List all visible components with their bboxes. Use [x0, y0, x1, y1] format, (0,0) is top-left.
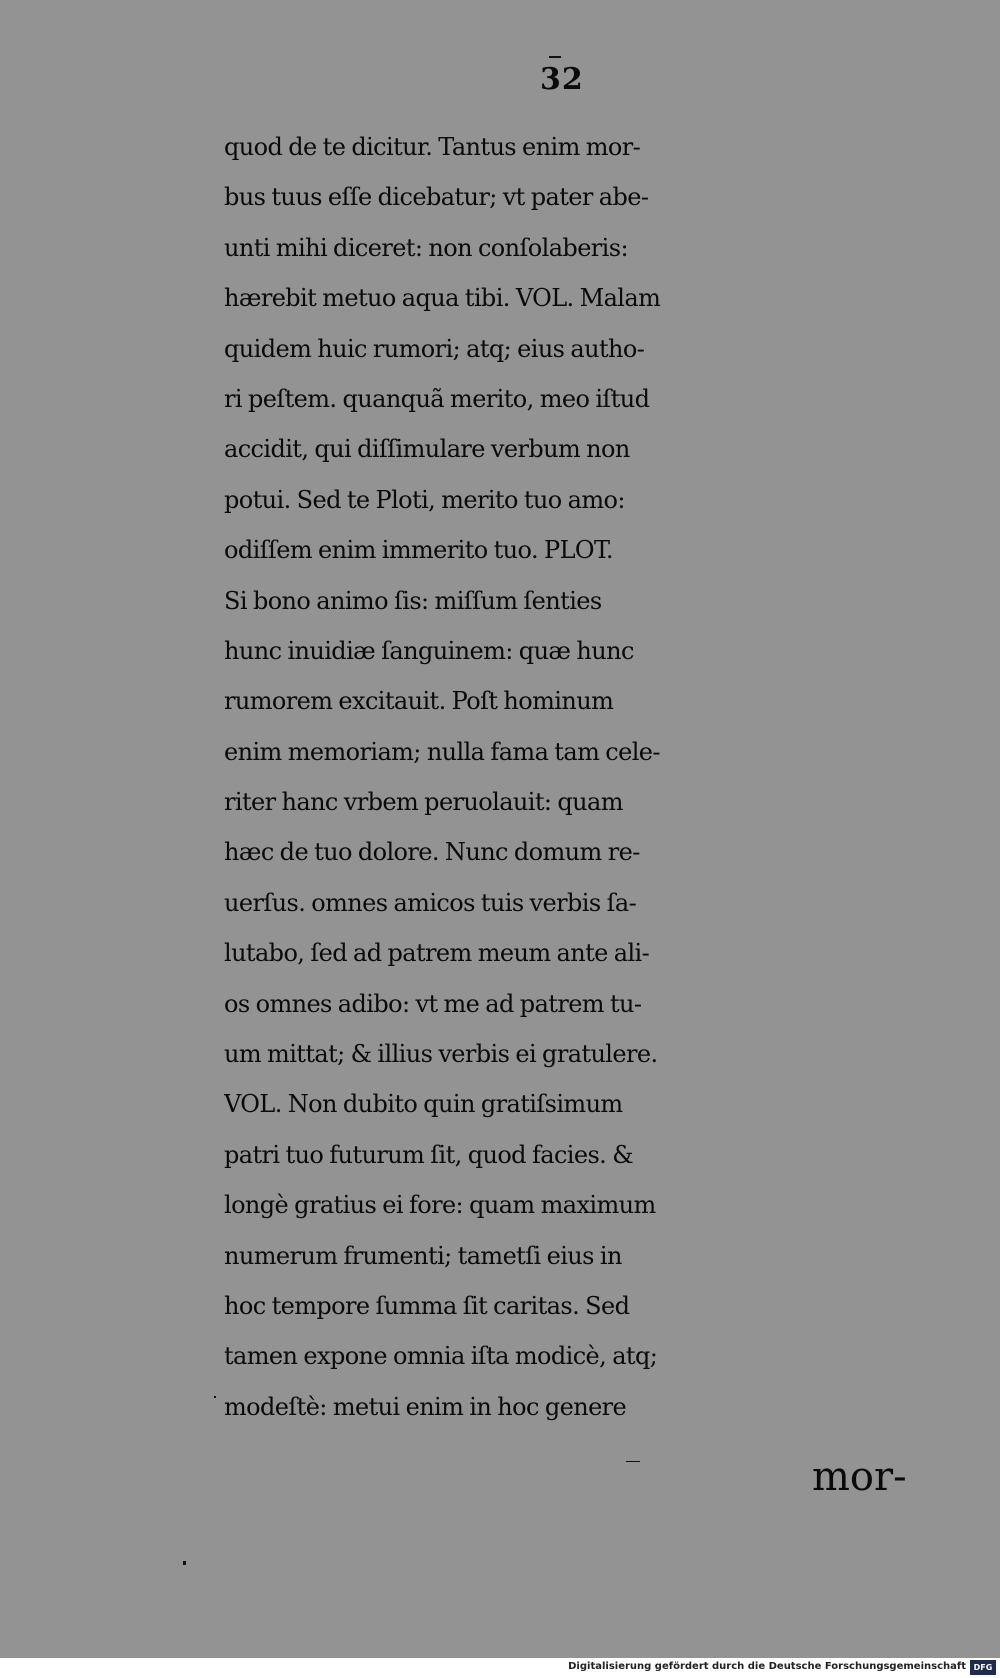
text-line: hoc tempore ſumma ſit caritas. Sed	[224, 1291, 630, 1320]
text-line: quidem huic rumori; atq; eius autho-	[224, 334, 645, 363]
text-line: unti mihi diceret: non conſolaberis:	[224, 233, 628, 262]
text-line: enim memoriam; nulla fama tam cele-	[224, 737, 660, 766]
text-line: Si bono animo ſis: miſſum ſenties	[224, 586, 602, 615]
text-line: numerum frumenti; tametſi eius in	[224, 1241, 622, 1270]
text-line: accidit, qui diſſimulare verbum non	[224, 435, 630, 464]
text-line: hæc de tuo dolore. Nunc domum re-	[224, 838, 640, 867]
scan-speck	[183, 1561, 186, 1565]
text-line: ri peſtem. quanquã merito, meo iſtud	[224, 384, 650, 413]
page-number: 32	[540, 62, 584, 97]
text-line: lutabo, ſed ad patrem meum ante ali-	[224, 939, 650, 968]
catchword: mor-	[812, 1454, 907, 1500]
text-line: modeſtè: metui enim in hoc genere	[224, 1392, 627, 1421]
text-line: riter hanc vrbem peruolauit: quam	[224, 788, 623, 817]
text-line: longè gratius ei fore: quam maximum	[224, 1191, 656, 1220]
text-line: hærebit metuo aqua tibi. VOL. Malam	[224, 284, 661, 313]
text-line: uerſus. omnes amicos tuis verbis ſa-	[224, 888, 637, 917]
scan-speck	[214, 1396, 216, 1398]
text-line: bus tuus eſſe dicebatur; vt pater abe-	[224, 183, 649, 212]
scan-speck	[549, 56, 561, 58]
text-line: VOL. Non dubito quin gratiſsimum	[224, 1090, 623, 1119]
text-line: rumorem excitauit. Poſt hominum	[224, 687, 614, 716]
digitization-credit: Digitalisierung gefördert durch die Deutsche Forschungsgemeinschaft	[568, 1661, 966, 1672]
text-line: quod de te dicitur. Tantus enim mor-	[224, 133, 641, 161]
dfg-logo: DFG	[970, 1660, 996, 1675]
text-line: tamen expone omnia iſta modicè, atq;	[224, 1342, 658, 1371]
scan-speck	[626, 1461, 640, 1462]
text-line: patri tuo futurum ſit, quod facies. &	[224, 1140, 634, 1169]
text-line: odiſſem enim immerito tuo. PLOT.	[224, 536, 613, 565]
text-line: os omnes adibo: vt me ad patrem tu-	[224, 989, 642, 1018]
text-line: um mittat; & illius verbis ei gratulere.	[224, 1040, 658, 1069]
footer-bar	[0, 1658, 1000, 1678]
body-text	[224, 122, 944, 1432]
text-line: hunc inuidiæ ſanguinem: quæ hunc	[224, 636, 634, 665]
text-line: potui. Sed te Ploti, merito tuo amo:	[224, 485, 625, 514]
